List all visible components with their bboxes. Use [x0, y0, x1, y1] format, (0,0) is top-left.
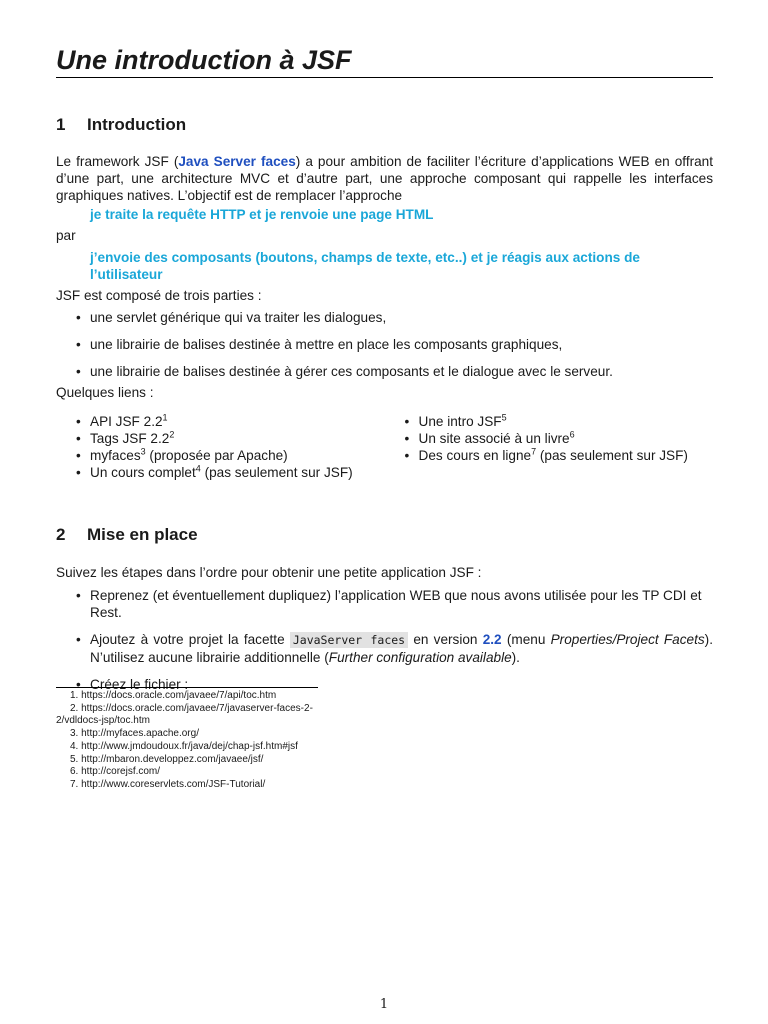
link-item[interactable] — [385, 413, 714, 430]
java-server-faces-keyword: Java Server faces — [178, 154, 296, 169]
section-heading-mise-en-place — [56, 525, 713, 545]
footnote-ref[interactable]: 1 — [162, 412, 168, 423]
page-number: 1 — [379, 997, 389, 1012]
footnote-number: 4. — [70, 740, 79, 752]
footnote-ref[interactable]: 3 — [140, 446, 146, 457]
footnote-number: 3. — [70, 728, 79, 740]
section-number: 1 — [56, 115, 66, 134]
list-item: • Créez le fichier : — [56, 676, 713, 693]
footnote-item[interactable] — [56, 754, 356, 767]
link-item[interactable] — [56, 413, 385, 430]
link-text[interactable]: Tags JSF 2.2 — [90, 431, 170, 446]
step-text: Ajoutez à votre projet la facette — [90, 632, 290, 647]
link-item[interactable] — [56, 447, 385, 464]
footnote-item[interactable] — [56, 728, 356, 741]
par-word: par — [56, 228, 76, 243]
footnote-divider — [56, 687, 318, 688]
parts-list — [56, 309, 713, 380]
footnote-ref[interactable]: 2 — [169, 429, 175, 440]
footnote-item[interactable] — [56, 741, 356, 754]
quote-old-approach: je traite la requête HTTP et je renvoie une page HTML — [90, 207, 434, 222]
intro-text-end: ) a pour ambition de faciliter l’écriture d’applications WEB en offrant d’une part, une architecture MVC et d’autre part, une approche composant qui rappelle les interfaces graphiques natives. L’objectif est de remplacer l’approche — [56, 154, 714, 203]
footnote-url[interactable]: http://corejsf.com/ — [81, 766, 161, 778]
footnote-url[interactable]: http://www.coreservlets.com/JSF-Tutorial/ — [81, 778, 266, 790]
footnote-item[interactable] — [56, 703, 356, 728]
document-title: Une introduction à JSF — [56, 44, 713, 78]
intro-text-start: Le framework JSF ( — [56, 154, 179, 169]
footnote-item[interactable] — [56, 690, 356, 703]
list-item: • une servlet générique qui va traiter les dialogues, — [56, 309, 713, 326]
list-item — [56, 631, 713, 666]
footnote-url[interactable]: http://myfaces.apache.org/ — [81, 728, 199, 740]
facet-code: JavaServer faces — [290, 632, 408, 648]
links-intro: Quelques liens : — [56, 385, 154, 400]
link-text[interactable]: Une intro JSF — [418, 414, 502, 429]
footnote-ref[interactable]: 7 — [531, 446, 537, 457]
footnote-ref[interactable]: 4 — [195, 463, 201, 474]
section-title: Mise en place — [87, 525, 198, 544]
links-list-right — [385, 413, 714, 481]
section-heading-introduction — [56, 115, 713, 135]
links-list-left — [56, 413, 385, 481]
link-item[interactable] — [56, 430, 385, 447]
link-note: (pas seulement sur JSF) — [200, 465, 353, 480]
footnote-url[interactable]: http://www.jmdoudoux.fr/java/dej/chap-jsf.htm#jsf — [81, 740, 298, 752]
footnote-number: 2. — [70, 702, 79, 714]
config-option: Further configuration available — [328, 650, 512, 665]
link-text[interactable]: Un site associé à un livre — [418, 431, 570, 446]
footnote-item[interactable] — [56, 766, 356, 779]
footnote-number: 7. — [70, 778, 79, 790]
step-text: ). N’utilisez aucune librairie additionnelle ( — [90, 632, 713, 665]
list-item: • une librairie de balises destinée à mettre en place les composants graphiques, — [56, 336, 713, 353]
list-item: • une librairie de balises destinée à gérer ces composants et le dialogue avec le serveur. — [56, 363, 713, 380]
steps-list — [56, 587, 713, 693]
document-page — [56, 44, 713, 693]
quote-new-approach: j’envoie des composants (boutons, champs de texte, etc..) et je réagis aux actions de l’utilisateur — [90, 250, 640, 282]
footnotes — [56, 690, 356, 792]
menu-path: Properties/Project Facets — [550, 632, 705, 647]
footnote-url[interactable]: https://docs.oracle.com/javaee/7/javaserver-faces-2-2/vdldocs-jsp/toc.htm — [56, 702, 313, 727]
link-item[interactable] — [385, 447, 714, 464]
link-item[interactable] — [56, 464, 385, 481]
link-text[interactable]: API JSF 2.2 — [90, 414, 163, 429]
footnote-url[interactable]: https://docs.oracle.com/javaee/7/api/toc.htm — [81, 690, 277, 701]
section-title: Introduction — [87, 115, 187, 134]
intro-paragraph — [56, 153, 713, 204]
parts-intro: JSF est composé de trois parties : — [56, 288, 262, 303]
footnote-item[interactable] — [56, 779, 356, 792]
footnote-url[interactable]: http://mbaron.developpez.com/javaee/jsf/ — [81, 753, 264, 765]
links-columns — [56, 413, 713, 481]
link-text[interactable]: myfaces — [90, 448, 141, 463]
step-text: (menu — [501, 632, 551, 647]
footnote-ref[interactable]: 5 — [501, 412, 507, 423]
link-text[interactable]: Un cours complet — [90, 465, 196, 480]
footnote-ref[interactable]: 6 — [569, 429, 575, 440]
version-number: 2.2 — [482, 632, 502, 647]
footnote-number: 6. — [70, 766, 79, 778]
section-number: 2 — [56, 525, 66, 544]
link-note: (pas seulement sur JSF) — [536, 448, 688, 463]
setup-intro: Suivez les étapes dans l’ordre pour obtenir une petite application JSF : — [56, 565, 482, 580]
list-item: • Reprenez (et éventuellement dupliquez) l’application WEB que nous avons utilisée pour les TP CDI et Rest. — [56, 587, 713, 621]
step-text: en version — [408, 632, 483, 647]
link-text[interactable]: Des cours en ligne — [418, 448, 532, 463]
link-note: (proposée par Apache) — [145, 448, 288, 463]
footnote-number: 1. — [70, 690, 79, 701]
step-text: ). — [511, 650, 520, 665]
link-item[interactable] — [385, 430, 714, 447]
footnote-number: 5. — [70, 753, 79, 765]
